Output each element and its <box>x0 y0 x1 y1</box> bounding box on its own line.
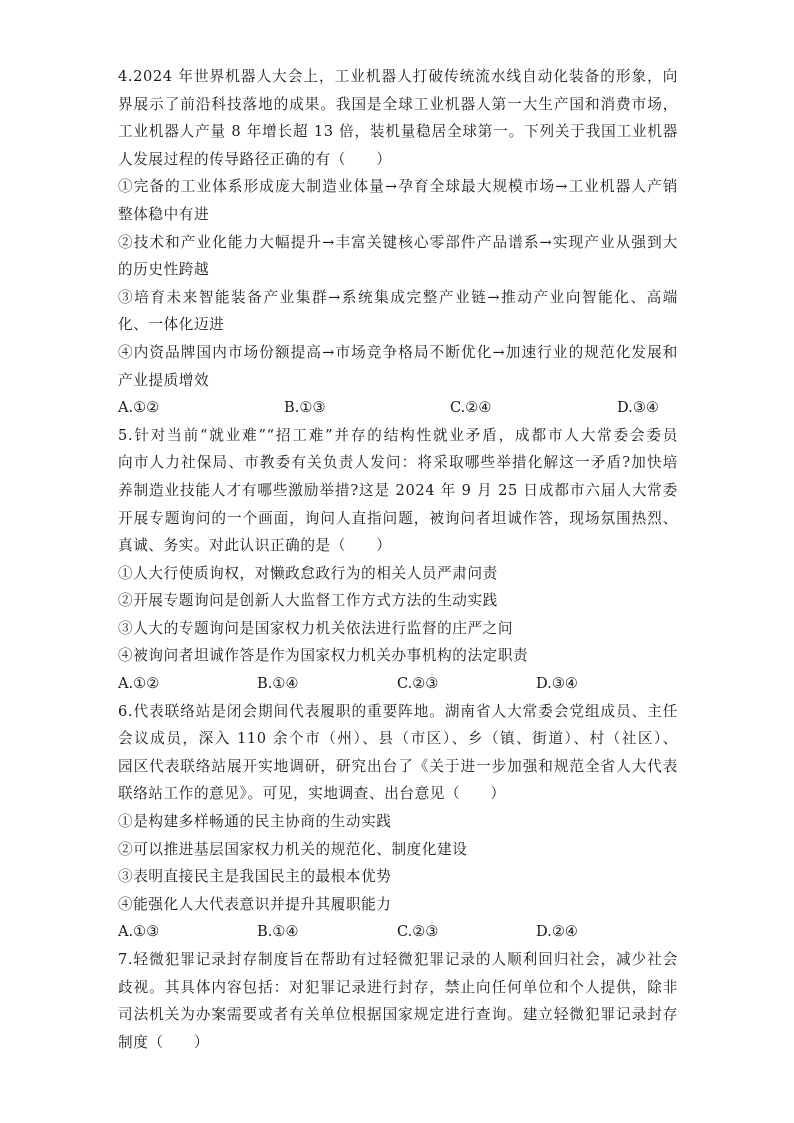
question-stem-line: 园区代表联络站展开实地调研，研究出台了《关于进一步加强和规范全省人大代表 <box>118 757 678 775</box>
question-stem-line: 人发展过程的传导路径正确的有（ ） <box>118 150 392 168</box>
statement-line: ③培育未来智能装备产业集群→系统集成完整产业链→推动产业向智能化、高端 <box>118 288 678 306</box>
question-stem-line: 4.2024 年世界机器人大会上，工业机器人打破传统流水线自动化装备的形象，向 <box>118 68 678 85</box>
statement-line: ①是构建多样畅通的民主协商的生动实践 <box>118 813 392 831</box>
question-stem-line: 真诚、务实。对此认识正确的是（ ） <box>118 537 392 555</box>
question-stem-line: 6.代表联络站是闭会期间代表履职的重要阵地。湖南省人大常委会党组成员、主任 <box>118 702 678 720</box>
statement-line: ①完备的工业体系形成庞大制造业体量→孕育全球最大规模市场→工业机器人产销 <box>118 178 678 196</box>
exam-page <box>118 63 678 1056</box>
option-b[interactable]: B.①③ <box>284 399 326 417</box>
statement-line: 产业提质增效 <box>118 371 210 389</box>
statement-line: ③表明直接民主是我国民主的最根本优势 <box>118 868 392 886</box>
question-stem-line: 联络站工作的意见》。可见，实地调查、出台意见（ ） <box>118 785 506 803</box>
question-5 <box>118 422 678 698</box>
statement-line: ②开展专题询问是创新人大监督工作方式方法的生动实践 <box>118 592 498 610</box>
option-d[interactable]: D.③④ <box>536 675 578 693</box>
question-stem-line: 5.针对当前“就业难”“招工难”并存的结构性就业矛盾，成都市人大常委会委员 <box>118 426 678 444</box>
statement-line: 整体稳中有进 <box>118 205 210 223</box>
option-d[interactable]: D.②④ <box>536 923 578 941</box>
option-c[interactable]: C.②③ <box>397 675 439 693</box>
option-b[interactable]: B.①④ <box>257 923 299 941</box>
question-stem-line: 养制造业技能人才有哪些激励举措?这是 2024 年 9 月 25 日成都市六届人大常委 <box>118 481 678 499</box>
question-stem-line: 制度（ ） <box>118 1033 210 1051</box>
question-7 <box>118 946 678 1056</box>
question-stem-line: 开展专题询问的一个画面，询问人直指问题，被询问者坦诚作答，现场氛围热烈、 <box>118 509 678 527</box>
answer-options <box>118 918 678 946</box>
question-6 <box>118 698 678 946</box>
question-stem-line: 7.轻微犯罪记录封存制度旨在帮助有过轻微犯罪记录的人顺利回归社会，减少社会 <box>118 951 678 968</box>
statement-line: ④被询问者坦诚作答是作为国家权力机关办事机构的法定职责 <box>118 647 529 665</box>
statement-line: ②可以推进基层国家权力机关的规范化、制度化建设 <box>118 840 468 858</box>
question-stem-line: 会议成员，深入 110 余个市（州）、县（市区）、乡（镇、街道）、村（社区）、 <box>118 730 678 748</box>
question-stem-line: 工业机器人产量 8 年增长超 13 倍，装机量稳居全球第一。下列关于我国工业机器 <box>118 123 678 141</box>
answer-options <box>118 394 678 422</box>
statement-line: ①人大行使质询权，对懒政怠政行为的相关人员严肃问责 <box>118 564 498 582</box>
question-stem-line: 向市人力社保局、市教委有关负责人发问：将采取哪些举措化解这一矛盾?加快培 <box>118 454 678 472</box>
option-a[interactable]: A.①② <box>118 675 160 693</box>
option-d[interactable]: D.③④ <box>617 399 659 417</box>
option-c[interactable]: C.②③ <box>397 923 439 941</box>
option-c[interactable]: C.②④ <box>450 399 492 417</box>
statement-line: ④内资品牌国内市场份额提高→市场竞争格局不断优化→加速行业的规范化发展和 <box>118 343 678 361</box>
option-a[interactable]: A.①② <box>118 399 160 417</box>
statement-line: ②技术和产业化能力大幅提升→丰富关键核心零部件产品谱系→实现产业从强到大 <box>118 233 678 251</box>
statement-line: 的历史性跨越 <box>118 261 210 279</box>
question-stem-line: 界展示了前沿科技落地的成果。我国是全球工业机器人第一大生产国和消费市场， <box>118 95 678 113</box>
option-a[interactable]: A.①③ <box>118 923 160 941</box>
statement-line: ④能强化人大代表意识并提升其履职能力 <box>118 895 392 913</box>
question-4 <box>118 63 678 422</box>
question-stem-line: 司法机关为办案需要或者有关单位根据国家规定进行查询。建立轻微犯罪记录封存 <box>118 1006 678 1024</box>
statement-line: 化、一体化迈进 <box>118 316 225 334</box>
answer-options <box>118 670 678 698</box>
statement-line: ③人大的专题询问是国家权力机关依法进行监督的庄严之问 <box>118 619 514 637</box>
option-b[interactable]: B.①④ <box>257 675 299 693</box>
question-stem-line: 歧视。其具体内容包括：对犯罪记录进行封存，禁止向任何单位和个人提供，除非 <box>118 978 678 996</box>
